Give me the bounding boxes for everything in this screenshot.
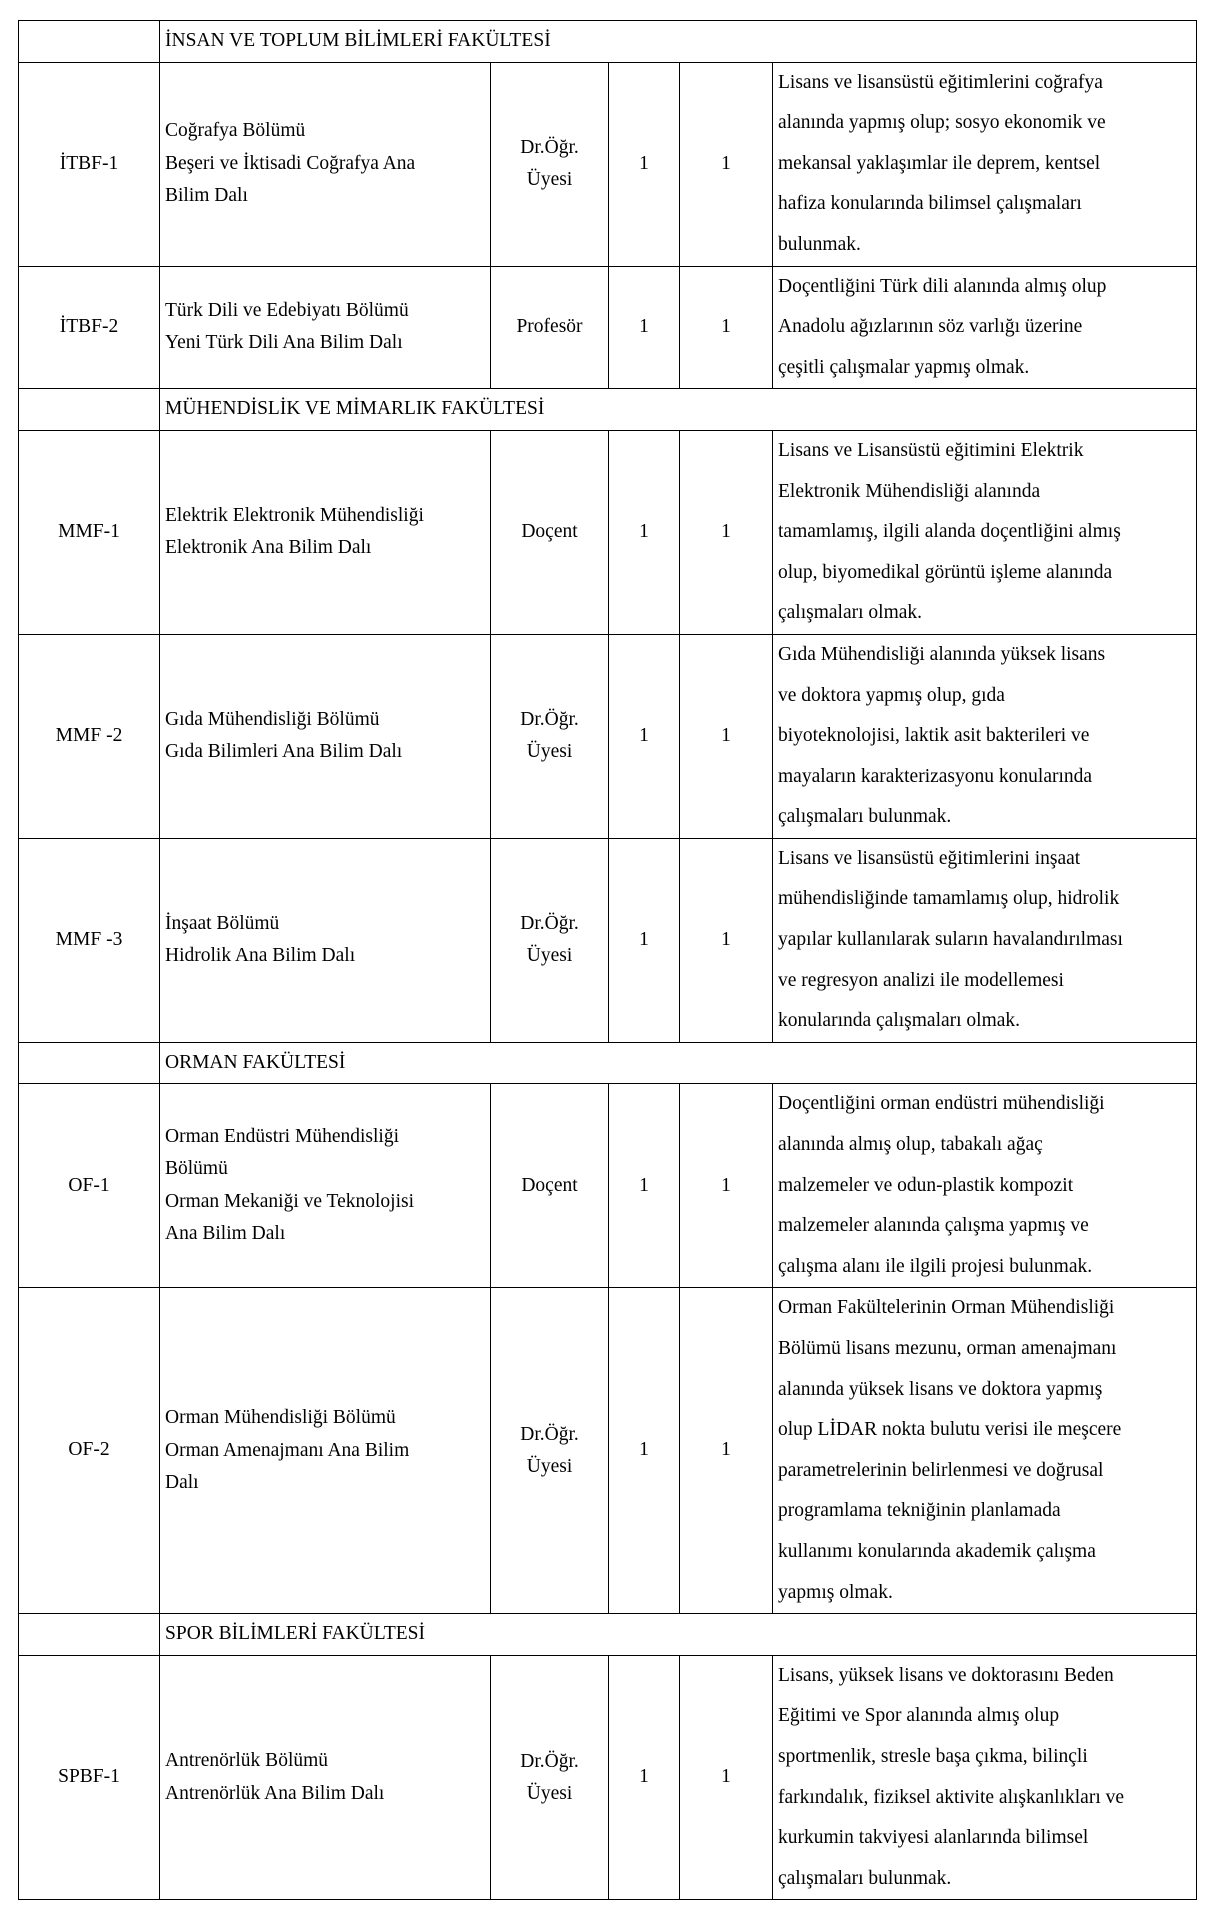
- requirements-line: tamamlamış, ilgili alanda doçentliğini almış: [778, 521, 1121, 543]
- department-line: Türk Dili ve Edebiyatı Bölümü: [165, 299, 409, 321]
- position-count: 1: [609, 1084, 680, 1288]
- requirements-line: çalışmaları olmak.: [778, 602, 923, 624]
- requirements-line: ve regresyon analizi ile modellemesi: [778, 969, 1064, 991]
- requirements: [773, 62, 1197, 266]
- requirements-line: Lisans ve Lisansüstü eğitimini Elektrik: [778, 439, 1084, 461]
- table-row: [19, 634, 1197, 838]
- requirements-line: alanında yüksek lisans ve doktora yapmış: [778, 1378, 1103, 1400]
- faculty-header-row: [19, 21, 1197, 63]
- faculty-header-row: [19, 1614, 1197, 1656]
- requirements-line: Anadolu ağızlarının söz varlığı üzerine: [778, 316, 1083, 338]
- academic-title-line: Üyesi: [526, 1455, 573, 1477]
- requirements-line: mühendisliğinde tamamlamış olup, hidrolik: [778, 888, 1120, 910]
- requirements-line: alanında almış olup, tabakalı ağaç: [778, 1134, 1043, 1156]
- position-count: 1: [609, 1655, 680, 1900]
- academic-title-line: Profesör: [516, 316, 583, 338]
- department-line: Orman Mühendisliği Bölümü: [165, 1407, 396, 1429]
- requirements-line: programlama tekniğinin planlamada: [778, 1500, 1061, 1522]
- requirements-line: hafiza konularında bilimsel çalışmaları: [778, 193, 1082, 215]
- academic-title-line: Dr.Öğr.: [520, 913, 579, 935]
- position-code: OF-2: [19, 1288, 160, 1614]
- academic-title-line: Dr.Öğr.: [520, 709, 579, 731]
- faculty-name: MÜHENDİSLİK VE MİMARLIK FAKÜLTESİ: [160, 389, 1197, 431]
- department-line: İnşaat Bölümü: [165, 912, 280, 934]
- department-line: Elektronik Ana Bilim Dalı: [165, 537, 372, 559]
- position-count-2: 1: [680, 1084, 773, 1288]
- position-count-2: 1: [680, 634, 773, 838]
- academic-title-line: Dr.Öğr.: [520, 137, 579, 159]
- department: [160, 838, 491, 1042]
- requirements-line: konularında çalışmaları olmak.: [778, 1010, 1021, 1032]
- position-count-2: 1: [680, 266, 773, 389]
- department-line: Orman Endüstri Mühendisliği: [165, 1125, 399, 1147]
- table-row: [19, 1655, 1197, 1900]
- requirements-line: Lisans ve lisansüstü eğitimlerini inşaat: [778, 847, 1081, 869]
- requirements: [773, 838, 1197, 1042]
- requirements-line: farkındalık, fiziksel aktivite alışkanlıkları ve: [778, 1786, 1125, 1808]
- position-count: 1: [609, 266, 680, 389]
- position-code: İTBF-1: [19, 62, 160, 266]
- requirements: [773, 266, 1197, 389]
- requirements-line: kullanımı konularında akademik çalışma: [778, 1540, 1096, 1562]
- academic-title: [491, 1084, 609, 1288]
- department-line: Bilim Dalı: [165, 185, 248, 207]
- requirements-line: çalışmaları bulunmak.: [778, 806, 952, 828]
- academic-title: [491, 634, 609, 838]
- requirements-line: yapmış olmak.: [778, 1581, 893, 1603]
- requirements-line: Orman Fakültelerinin Orman Mühendisliği: [778, 1297, 1115, 1319]
- requirements-line: Lisans, yüksek lisans ve doktorasını Beden: [778, 1664, 1114, 1686]
- department-line: Yeni Türk Dili Ana Bilim Dalı: [165, 332, 403, 354]
- table-row: [19, 1288, 1197, 1614]
- department-line: Antrenörlük Bölümü: [165, 1750, 329, 1772]
- department: [160, 430, 491, 634]
- requirements-line: yapılar kullanılarak suların havalandırılması: [778, 929, 1123, 951]
- position-count: 1: [609, 634, 680, 838]
- academic-title: [491, 430, 609, 634]
- position-count-2: 1: [680, 1655, 773, 1900]
- position-code: SPBF-1: [19, 1655, 160, 1900]
- department-line: Bölümü: [165, 1158, 228, 1180]
- requirements-line: malzemeler alanında çalışma yapmış ve: [778, 1215, 1089, 1237]
- requirements-line: mekansal yaklaşımlar ile deprem, kentsel: [778, 152, 1101, 174]
- academic-title-line: Üyesi: [526, 1782, 573, 1804]
- requirements: [773, 1288, 1197, 1614]
- table-row: [19, 1084, 1197, 1288]
- department-line: Gıda Bilimleri Ana Bilim Dalı: [165, 741, 403, 763]
- position-count-2: 1: [680, 430, 773, 634]
- requirements-line: Bölümü lisans mezunu, orman amenajmanı: [778, 1338, 1117, 1359]
- faculty-name: ORMAN FAKÜLTESİ: [160, 1042, 1197, 1084]
- position-code: OF-1: [19, 1084, 160, 1288]
- department-line: Orman Mekaniği ve Teknolojisi: [165, 1190, 415, 1212]
- academic-title-line: Üyesi: [526, 945, 573, 967]
- requirements-line: bulunmak.: [778, 233, 861, 255]
- position-count: 1: [609, 62, 680, 266]
- faculty-name: SPOR BİLİMLERİ FAKÜLTESİ: [160, 1614, 1197, 1656]
- academic-title: [491, 266, 609, 389]
- position-count-2: 1: [680, 838, 773, 1042]
- requirements-line: kurkumin takviyesi alanlarında bilimsel: [778, 1827, 1089, 1849]
- positions-table: [18, 20, 1197, 1900]
- requirements-line: Doçentliğini orman endüstri mühendisliği: [778, 1093, 1105, 1115]
- department-line: Antrenörlük Ana Bilim Dalı: [165, 1782, 385, 1804]
- table-row: [19, 838, 1197, 1042]
- requirements-line: mayaların karakterizasyonu konularında: [778, 765, 1093, 787]
- department: [160, 634, 491, 838]
- requirements: [773, 634, 1197, 838]
- department-line: Elektrik Elektronik Mühendisliği: [165, 504, 424, 526]
- position-count: 1: [609, 1288, 680, 1614]
- requirements-line: parametrelerinin belirlenmesi ve doğrusal: [778, 1459, 1104, 1481]
- requirements-line: ve doktora yapmış olup, gıda: [778, 684, 1005, 706]
- department-line: Beşeri ve İktisadi Coğrafya Ana: [165, 152, 416, 174]
- requirements-line: çalışmaları bulunmak.: [778, 1867, 952, 1889]
- table-row: [19, 266, 1197, 389]
- department-line: Coğrafya Bölümü: [165, 120, 306, 142]
- requirements-line: sportmenlik, stresle başa çıkma, bilinçli: [778, 1745, 1088, 1767]
- table-row: [19, 430, 1197, 634]
- academic-title-line: Dr.Öğr.: [520, 1750, 579, 1772]
- department-line: Gıda Mühendisliği Bölümü: [165, 708, 380, 730]
- requirements-line: malzemeler ve odun-plastik kompozit: [778, 1174, 1074, 1196]
- faculty-header-row: [19, 389, 1197, 431]
- position-count-2: 1: [680, 62, 773, 266]
- department: [160, 1084, 491, 1288]
- department: [160, 62, 491, 266]
- academic-title-line: Üyesi: [526, 741, 573, 763]
- requirements-line: olup LİDAR nokta bulutu verisi ile meşcere: [778, 1419, 1122, 1441]
- empty-cell: [19, 21, 160, 63]
- department: [160, 1288, 491, 1614]
- academic-title: [491, 838, 609, 1042]
- department-line: Orman Amenajmanı Ana Bilim: [165, 1439, 410, 1461]
- position-code: MMF-1: [19, 430, 160, 634]
- requirements-line: Lisans ve lisansüstü eğitimlerini coğrafya: [778, 71, 1103, 93]
- empty-cell: [19, 1042, 160, 1084]
- requirements-line: Elektronik Mühendisliği alanında: [778, 480, 1041, 502]
- empty-cell: [19, 1614, 160, 1656]
- academic-title-line: Doçent: [521, 521, 578, 543]
- requirements-line: olup, biyomedikal görüntü işleme alanında: [778, 561, 1113, 583]
- faculty-header-row: [19, 1042, 1197, 1084]
- academic-title-line: Üyesi: [526, 169, 573, 191]
- department: [160, 266, 491, 389]
- department: [160, 1655, 491, 1900]
- requirements-line: Gıda Mühendisliği alanında yüksek lisans: [778, 643, 1106, 665]
- requirements-line: biyoteknolojisi, laktik asit bakterileri ve: [778, 725, 1090, 747]
- position-code: MMF -3: [19, 838, 160, 1042]
- department-line: Ana Bilim Dalı: [165, 1223, 286, 1245]
- requirements-line: Eğitimi ve Spor alanında almış olup: [778, 1705, 1060, 1727]
- requirements: [773, 430, 1197, 634]
- requirements-line: alanında yapmış olup; sosyo ekonomik ve: [778, 112, 1106, 134]
- academic-title: [491, 1655, 609, 1900]
- faculty-name: İNSAN VE TOPLUM BİLİMLERİ FAKÜLTESİ: [160, 21, 1197, 63]
- academic-title-line: Doçent: [521, 1174, 578, 1196]
- requirements-line: Doçentliğini Türk dili alanında almış olup: [778, 275, 1107, 297]
- position-count-2: 1: [680, 1288, 773, 1614]
- requirements: [773, 1084, 1197, 1288]
- empty-cell: [19, 389, 160, 431]
- position-count: 1: [609, 838, 680, 1042]
- requirements-line: çeşitli çalışmalar yapmış olmak.: [778, 356, 1030, 378]
- requirements: [773, 1655, 1197, 1900]
- academic-title: [491, 1288, 609, 1614]
- position-code: İTBF-2: [19, 266, 160, 389]
- academic-title-line: Dr.Öğr.: [520, 1423, 579, 1445]
- position-code: MMF -2: [19, 634, 160, 838]
- table-row: [19, 62, 1197, 266]
- academic-title: [491, 62, 609, 266]
- department-line: Dalı: [165, 1472, 199, 1494]
- department-line: Hidrolik Ana Bilim Dalı: [165, 945, 356, 967]
- requirements-line: çalışma alanı ile ilgili projesi bulunmak.: [778, 1255, 1093, 1277]
- position-count: 1: [609, 430, 680, 634]
